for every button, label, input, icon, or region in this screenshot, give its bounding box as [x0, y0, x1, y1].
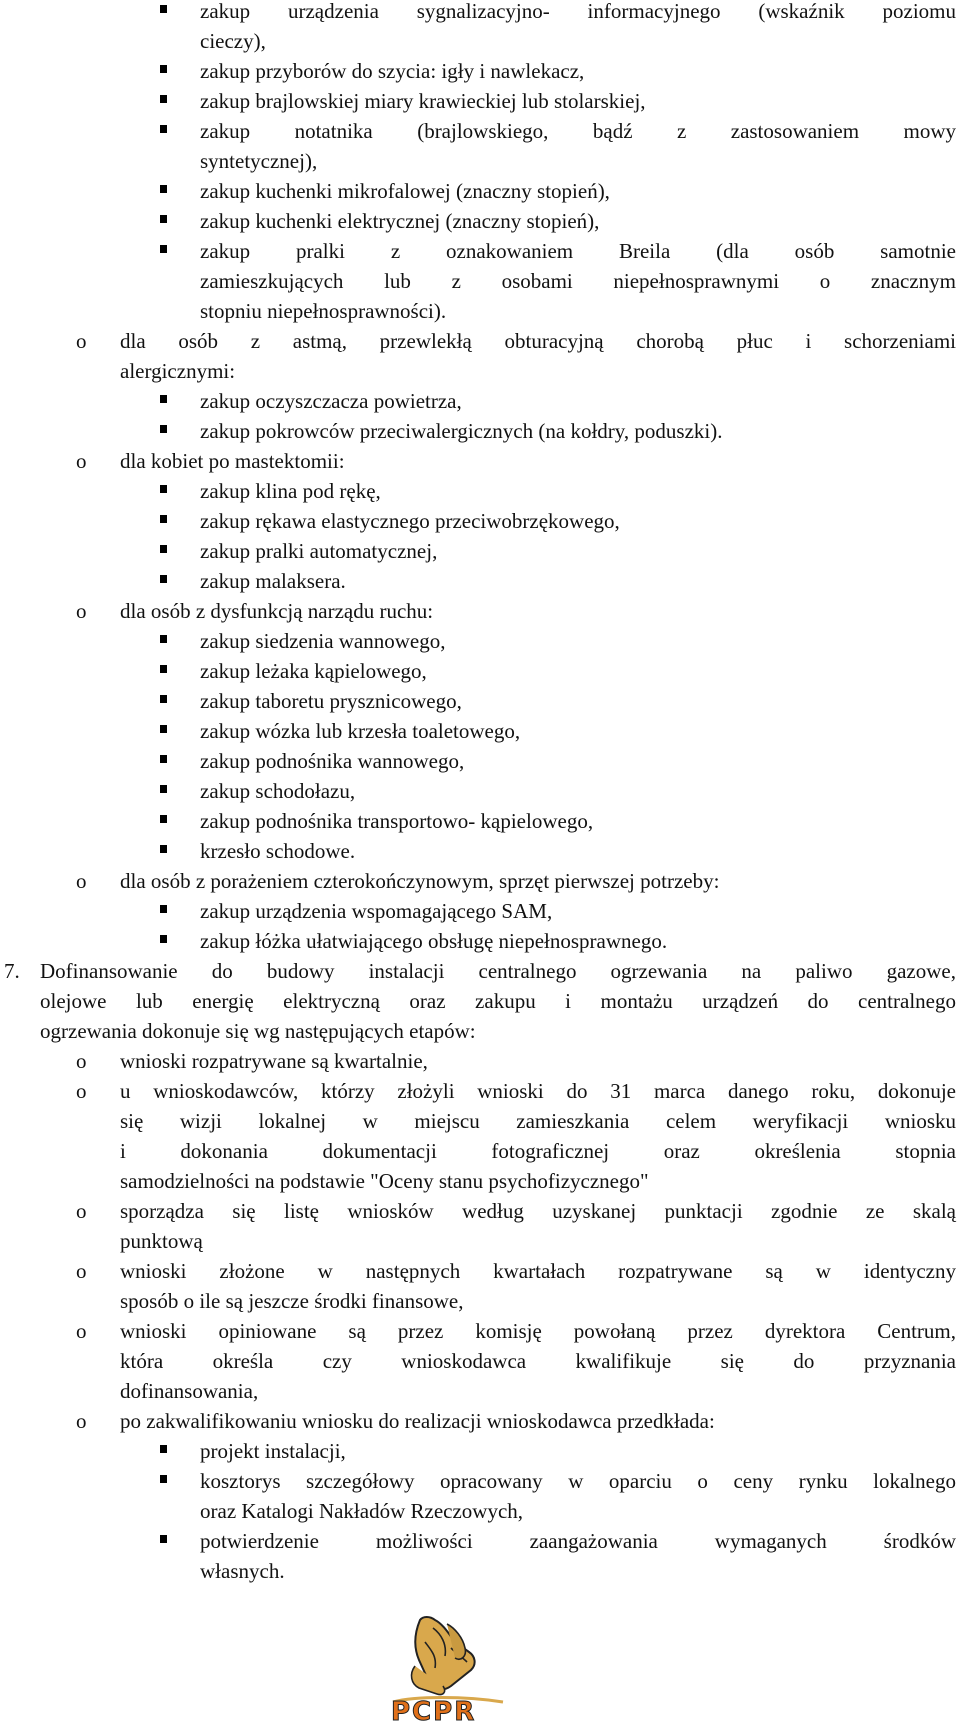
square-bullet-icon [160, 485, 167, 493]
step-item-cont: się wizji lokalnej w miejscu zamieszkania celem weryfikacji wniosku [120, 1109, 956, 1133]
list-item: projekt instalacji, [0, 1436, 960, 1466]
hands-logo-icon [385, 1612, 510, 1724]
list-item-cont: oraz Katalogi Nakładów Rzeczowych, [200, 1499, 524, 1523]
square-bullet-icon [160, 635, 167, 643]
point-number: 7. [4, 959, 20, 983]
circle-bullet-icon: o [76, 1199, 87, 1223]
list-item: zakup malaksera. [0, 566, 960, 596]
square-bullet-icon [160, 935, 167, 943]
circle-bullet-icon: o [76, 1319, 87, 1343]
numbered-point-cont: olejowe lub energię elektryczną oraz zakupu i montażu urządzeń do centralnego [40, 989, 956, 1013]
square-bullet-icon [160, 245, 167, 253]
square-bullet-icon [160, 515, 167, 523]
group-heading-astma: o dla osób z astmą, przewlekłą obturacyjną chorobą płuc i schorzeniami [0, 326, 960, 356]
list-item: zakup urządzenia sygnalizacyjno- informacyjnego (wskaźnik poziomu [0, 0, 960, 26]
square-bullet-icon [160, 65, 167, 73]
group-heading-porazenie: o dla osób z porażeniem czterokończynowym, sprzęt pierwszej potrzeby: [0, 866, 960, 896]
list-item: zakup pokrowców przeciwalergicznych (na kołdry, poduszki). [0, 416, 960, 446]
list-item: zakup kuchenki mikrofalowej (znaczny stopień), [0, 176, 960, 206]
square-bullet-icon [160, 125, 167, 133]
square-bullet-icon [160, 215, 167, 223]
square-bullet-icon [160, 695, 167, 703]
list-item: zakup brajlowskiej miary krawieckiej lub stolarskiej, [0, 86, 960, 116]
step-item: o wnioski opiniowane są przez komisję powołaną przez dyrektora Centrum, [0, 1316, 960, 1346]
square-bullet-icon [160, 185, 167, 193]
list-item: krzesło schodowe. [0, 836, 960, 866]
step-item: o u wnioskodawców, którzy złożyli wnioski do 31 marca danego roku, dokonuje [0, 1076, 960, 1106]
list-item-cont: własnych. [200, 1559, 285, 1583]
step-item: o wnioski złożone w następnych kwartałach rozpatrywane są w identyczny [0, 1256, 960, 1286]
list-item: zakup schodołazu, [0, 776, 960, 806]
list-item-cont: cieczy), [200, 29, 266, 53]
list-item: zakup kuchenki elektrycznej (znaczny stopień), [0, 206, 960, 236]
step-item-cont: samodzielności na podstawie "Oceny stanu psychofizycznego" [120, 1169, 649, 1193]
list-item: potwierdzenie możliwości zaangażowania wymaganych środków [0, 1526, 960, 1556]
circle-bullet-icon: o [76, 329, 87, 353]
square-bullet-icon [160, 425, 167, 433]
square-bullet-icon [160, 845, 167, 853]
list-item: kosztorys szczegółowy opracowany w oparciu o ceny rynku lokalnego [0, 1466, 960, 1496]
circle-bullet-icon: o [76, 1259, 87, 1283]
square-bullet-icon [160, 725, 167, 733]
list-item-cont: stopniu niepełnosprawności). [200, 299, 447, 323]
circle-bullet-icon: o [76, 449, 87, 473]
square-bullet-icon [160, 395, 167, 403]
list-item: zakup pralki z oznakowaniem Breila (dla osób samotnie [0, 236, 960, 266]
square-bullet-icon [160, 95, 167, 103]
list-item-cont: zamieszkujących lub z osobami niepełnosprawnymi o znacznym [200, 269, 956, 293]
square-bullet-icon [160, 755, 167, 763]
svg-text:PCPR: PCPR [391, 1697, 477, 1724]
list-item: zakup klina pod rękę, [0, 476, 960, 506]
square-bullet-icon [160, 1445, 167, 1453]
list-item: zakup siedzenia wannowego, [0, 626, 960, 656]
list-item: zakup leżaka kąpielowego, [0, 656, 960, 686]
step-item-cont: która określa czy wnioskodawca kwalifikuje się do przyznania [120, 1349, 956, 1373]
circle-bullet-icon: o [76, 1049, 87, 1073]
list-item: zakup urządzenia wspomagającego SAM, [0, 896, 960, 926]
circle-bullet-icon: o [76, 1409, 87, 1433]
square-bullet-icon [160, 785, 167, 793]
list-item: zakup wózka lub krzesła toaletowego, [0, 716, 960, 746]
circle-bullet-icon: o [76, 1079, 87, 1103]
step-item-cont: sposób o ile są jeszcze środki finansowe, [120, 1289, 464, 1313]
square-bullet-icon [160, 815, 167, 823]
step-item: o wnioski rozpatrywane są kwartalnie, [0, 1046, 960, 1076]
list-item: zakup pralki automatycznej, [0, 536, 960, 566]
step-item: o sporządza się listę wniosków według uzyskanej punktacji zgodnie ze skalą [0, 1196, 960, 1226]
step-item-cont: punktową [120, 1229, 203, 1253]
list-item: zakup podnośnika wannowego, [0, 746, 960, 776]
list-item: zakup przyborów do szycia: igły i nawlekacz, [0, 56, 960, 86]
square-bullet-icon [160, 665, 167, 673]
list-item: zakup rękawa elastycznego przeciwobrzękowego, [0, 506, 960, 536]
list-item: zakup notatnika (brajlowskiego, bądź z zastosowaniem mowy [0, 116, 960, 146]
pcpr-logo [385, 1612, 510, 1724]
numbered-point-cont: ogrzewania dokonuje się wg następujących etapów: [40, 1019, 476, 1043]
square-bullet-icon [160, 1535, 167, 1543]
square-bullet-icon [160, 545, 167, 553]
list-item: zakup taboretu prysznicowego, [0, 686, 960, 716]
circle-bullet-icon: o [76, 869, 87, 893]
circle-bullet-icon: o [76, 599, 87, 623]
step-item-cont: dofinansowania, [120, 1379, 259, 1403]
square-bullet-icon [160, 1475, 167, 1483]
step-item-cont: i dokonania dokumentacji fotograficznej oraz określenia stopnia [120, 1139, 956, 1163]
group-heading-cont: alergicznymi: [120, 359, 236, 383]
square-bullet-icon [160, 5, 167, 13]
square-bullet-icon [160, 575, 167, 583]
numbered-point-7: 7. Dofinansowanie do budowy instalacji centralnego ogrzewania na paliwo gazowe, [0, 956, 960, 986]
list-item-cont: syntetycznej), [200, 149, 318, 173]
square-bullet-icon [160, 905, 167, 913]
list-item: zakup podnośnika transportowo- kąpielowego, [0, 806, 960, 836]
list-item: zakup oczyszczacza powietrza, [0, 386, 960, 416]
step-item: o po zakwalifikowaniu wniosku do realizacji wnioskodawca przedkłada: [0, 1406, 960, 1436]
list-item: zakup łóżka ułatwiającego obsługę niepełnosprawnego. [0, 926, 960, 956]
group-heading-ruch: o dla osób z dysfunkcją narządu ruchu: [0, 596, 960, 626]
group-heading-mastektomia: o dla kobiet po mastektomii: [0, 446, 960, 476]
